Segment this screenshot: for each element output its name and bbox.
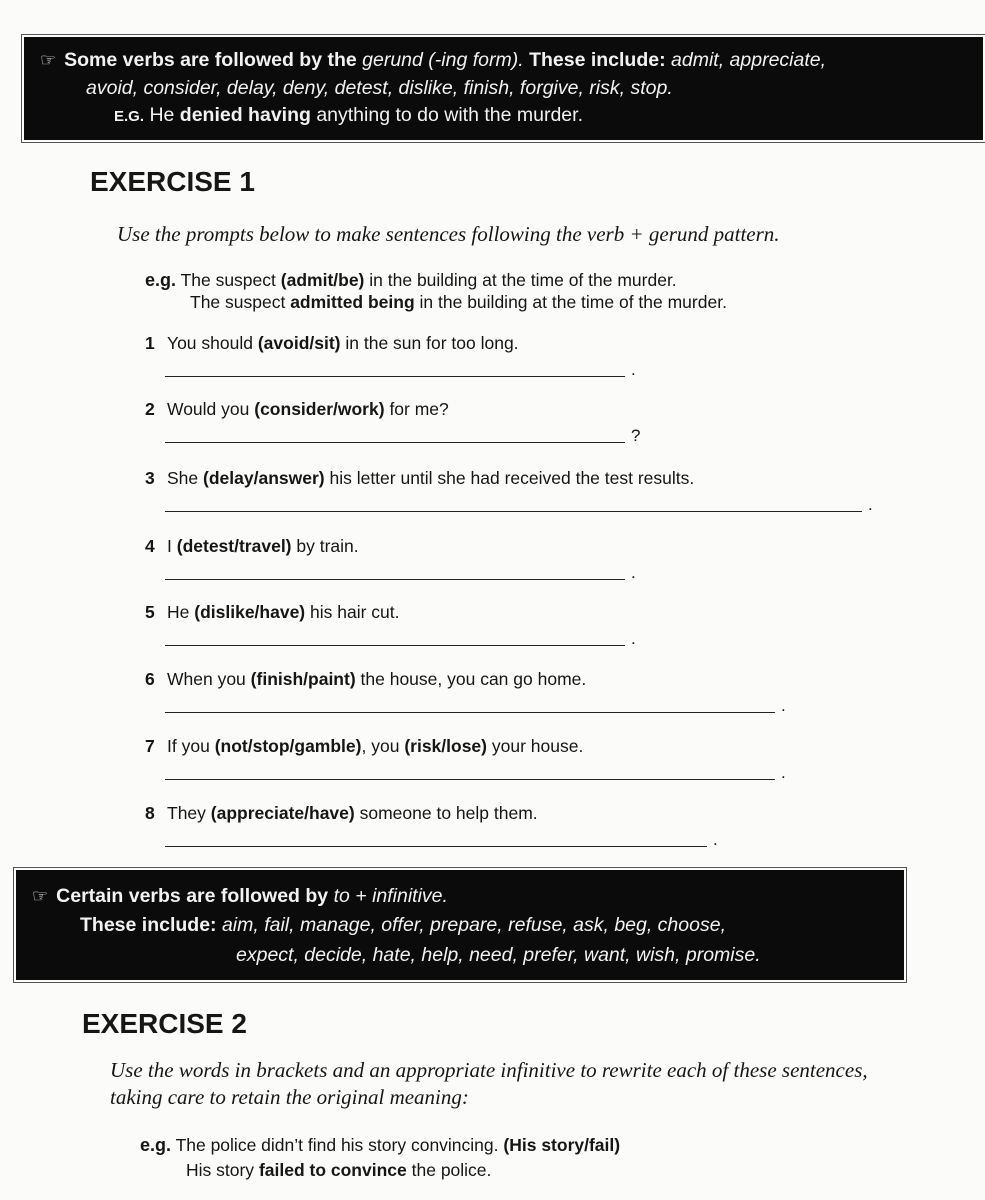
exercise-item [145,602,400,623]
text: You should [167,333,253,353]
infinitive-rule-box [16,870,904,980]
verb-list: avoid, consider, delay, deny, detest, dislike, finish, forgive, risk, stop. [86,77,673,99]
exercise-item [145,736,583,757]
exercise-2-instruction: taking care to retain the original meaning: [110,1085,469,1109]
exercise-2-instruction: Use the words in brackets and an appropriate infinitive to rewrite each of these sentences, [110,1058,868,1082]
prompt: (His story/fail) [503,1135,621,1155]
text: the police. [411,1160,492,1180]
text: your house. [491,736,584,756]
exercise-1-instruction: Use the prompts below to make sentences following the verb + gerund pattern. [117,222,780,246]
answer-line[interactable] [165,846,707,847]
text: in the building at the time of the murder. [369,270,677,290]
answer-line[interactable] [165,376,625,377]
rule-line-1 [40,49,826,72]
text: If you [167,736,210,756]
item-number: 1 [145,333,155,353]
exercise-1-title: EXERCISE 1 [90,166,255,197]
exercise-item [145,669,586,690]
item-number: 2 [145,399,155,419]
answer-line[interactable] [165,442,625,443]
text: They [167,803,206,823]
eg-label: e.g. [140,1135,172,1155]
answer-gerund: admitted being [290,292,415,312]
text: He [167,602,190,622]
example-answer [190,292,727,313]
answer-line[interactable] [165,579,625,580]
prompt: (detest/travel) [176,536,292,556]
answer-line[interactable] [165,779,775,780]
text: I [167,536,172,556]
rule-text: Certain verbs are followed by [56,885,329,907]
text: , you [361,736,400,756]
exercise-item [145,333,519,354]
prompt: (risk/lose) [404,736,487,756]
exercise-2-title: EXERCISE 2 [82,1008,247,1039]
text: for me? [389,399,449,419]
text: His story [186,1160,255,1180]
verb-list: expect, decide, hate, help, need, prefer, want, wish, promise. [236,944,761,966]
rule-text: admit, appreciate, [671,49,827,71]
example-text: anything to do with the murder. [316,104,583,126]
example-answer [186,1160,491,1181]
answer-punctuation: ? [631,426,641,445]
answer-line[interactable] [165,712,775,713]
text: by train. [296,536,359,556]
text: in the sun for too long. [345,333,519,353]
rule-text: These include: [529,49,666,71]
text: his hair cut. [310,602,400,622]
rule-line-1 [32,885,448,908]
text: When you [167,669,246,689]
exercise-item [145,468,694,489]
rule-text: Some verbs are followed by the [64,49,357,71]
prompt: (finish/paint) [250,669,356,689]
pointing-hand-icon: ☞ [32,886,49,906]
item-number: 7 [145,736,155,756]
exercise-item [145,399,449,420]
item-number: 4 [145,536,155,556]
eg-label: e.g. [145,270,177,290]
example-text: He [149,104,175,126]
prompt: (avoid/sit) [257,333,341,353]
text: the house, you can go home. [360,669,587,689]
eg-label: E.G. [114,108,145,125]
prompt: (admit/be) [280,270,365,290]
prompt: (consider/work) [254,399,385,419]
rule-text: gerund (-ing form). [362,49,524,71]
item-number: 6 [145,669,155,689]
pointing-hand-icon: ☞ [40,50,57,70]
example-prompt [145,270,677,291]
item-number: 5 [145,602,155,622]
rule-line-3 [236,944,761,967]
item-number: 3 [145,468,155,488]
answer-line[interactable] [165,645,625,646]
verb-list: aim, fail, manage, offer, prepare, refuse, ask, beg, choose, [221,914,726,936]
answer-punctuation: . [713,830,718,849]
text: The suspect [190,292,286,312]
answer-punctuation: . [631,360,636,379]
item-number: 8 [145,803,155,823]
exercise-item [145,803,538,824]
gerund-rule-box [24,37,983,140]
answer-infinitive: failed to convince [258,1160,407,1180]
rule-example [114,104,583,127]
answer-punctuation: . [868,495,873,514]
answer-punctuation: . [631,563,636,582]
rule-line-2 [80,914,726,937]
answer-punctuation: . [781,696,786,715]
prompt: (dislike/have) [194,602,306,622]
text: Would you [167,399,250,419]
example-text: denied having [179,104,311,126]
prompt: (appreciate/have) [210,803,355,823]
text: someone to help them. [359,803,538,823]
text: She [167,468,199,488]
text: in the building at the time of the murder. [419,292,727,312]
prompt: (not/stop/gamble) [214,736,362,756]
text: The suspect [180,270,276,290]
answer-line[interactable] [165,511,862,512]
text: his letter until she had received the test results. [329,468,695,488]
exercise-item [145,536,359,557]
rule-line-2 [86,77,673,100]
prompt: (delay/answer) [203,468,325,488]
rule-text: These include: [80,914,217,936]
rule-text: to + infinitive. [333,885,448,907]
answer-punctuation: . [631,629,636,648]
example-prompt [140,1135,620,1156]
text: The police didn’t find his story convincing. [175,1135,499,1155]
answer-punctuation: . [781,763,786,782]
